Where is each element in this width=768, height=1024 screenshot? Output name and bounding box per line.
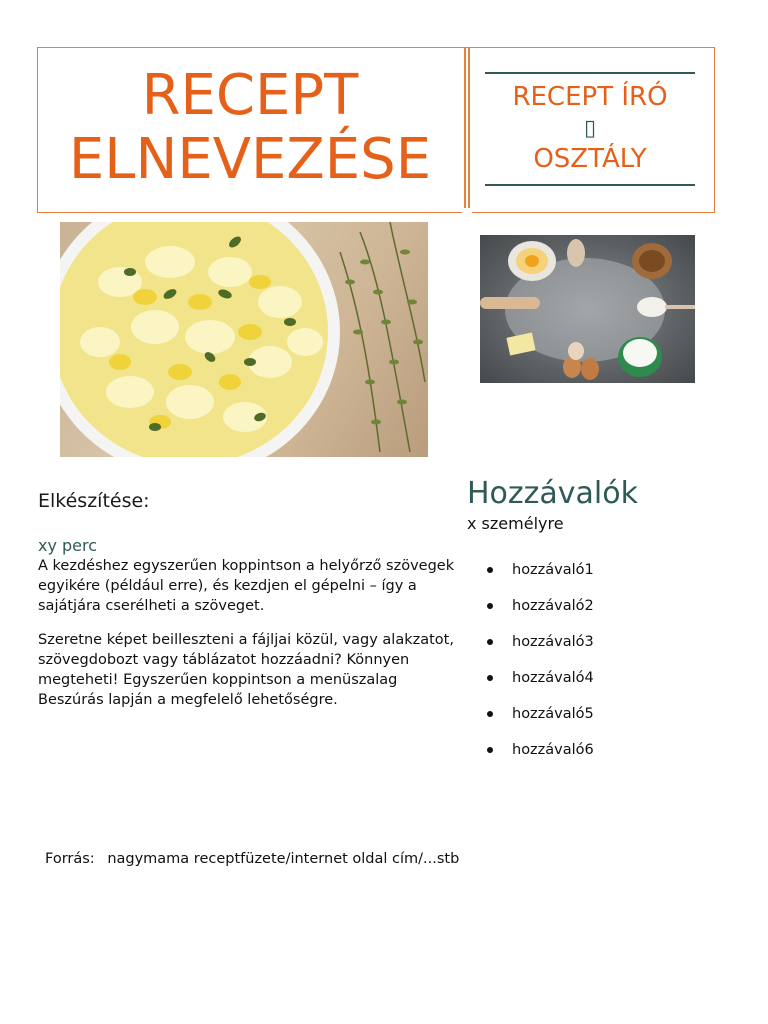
bullet-icon [487,711,493,717]
list-item[interactable] [487,740,594,776]
source-value: nagymama receptfüzete/internet oldal cím/...stb [107,851,460,867]
ingredient-label: hozzávaló1 [512,562,594,578]
bullet-icon [487,747,493,753]
list-item[interactable] [487,632,594,668]
author-class: OSZTÁLY [533,144,647,174]
header-divider [468,48,470,213]
author-box[interactable] [485,72,695,187]
recipe-title-line2: ELNEVEZÉSE [68,127,432,192]
preparation-heading: Elkészítése: [38,490,150,512]
header-divider [464,48,466,213]
ingredients-heading: Hozzávalók [467,476,638,511]
recipe-title[interactable] [40,64,460,192]
bullet-icon [487,603,493,609]
list-item[interactable] [487,704,594,740]
baking-ingredients-photo[interactable] [480,235,695,383]
egg-salad-photo[interactable] [60,222,428,457]
bullet-icon [487,639,493,645]
preparation-paragraph[interactable]: Szeretne képet beilleszteni a fájljai közül, vagy alakzatot, szövegdobozt vagy táblázatot hozzáadni? Könnyen megteheti! Egyszerűen koppintson a menüszalag Beszúrás lapján a megfelelő lehetőségre. [38,632,454,708]
ingredients-list [487,560,594,776]
author-rule-bottom [485,184,695,186]
servings[interactable]: x személyre [467,514,564,533]
source-label: Forrás: [45,851,95,867]
prep-time[interactable]: xy perc [38,536,98,555]
list-item[interactable] [487,560,594,596]
ingredient-label: hozzávaló5 [512,706,594,722]
author-text [485,82,695,175]
list-item[interactable] [487,596,594,632]
baking-ingredients-icon [480,235,695,383]
author-rule-top [485,72,695,74]
bullet-icon [487,675,493,681]
recipe-title-line1: RECEPT [141,63,359,128]
preparation-paragraph[interactable]: A kezdéshez egyszerűen koppintson a helyőrző szövegek egyikére (például erre), és kezdjen el gépelni – így a sajátjára cserélheti a szöveget. [38,558,455,614]
ingredient-label: hozzávaló6 [512,742,594,758]
egg-salad-bowl-icon [60,222,428,457]
ingredient-label: hozzávaló3 [512,634,594,650]
header-gap [462,208,472,216]
source-line[interactable] [45,851,459,867]
list-item[interactable] [487,668,594,704]
author-name: RECEPT ÍRÓ [512,82,668,112]
placeholder-symbol: ▯ [583,116,597,141]
ingredient-label: hozzávaló4 [512,670,594,686]
bullet-icon [487,567,493,573]
ingredient-label: hozzávaló2 [512,598,594,614]
